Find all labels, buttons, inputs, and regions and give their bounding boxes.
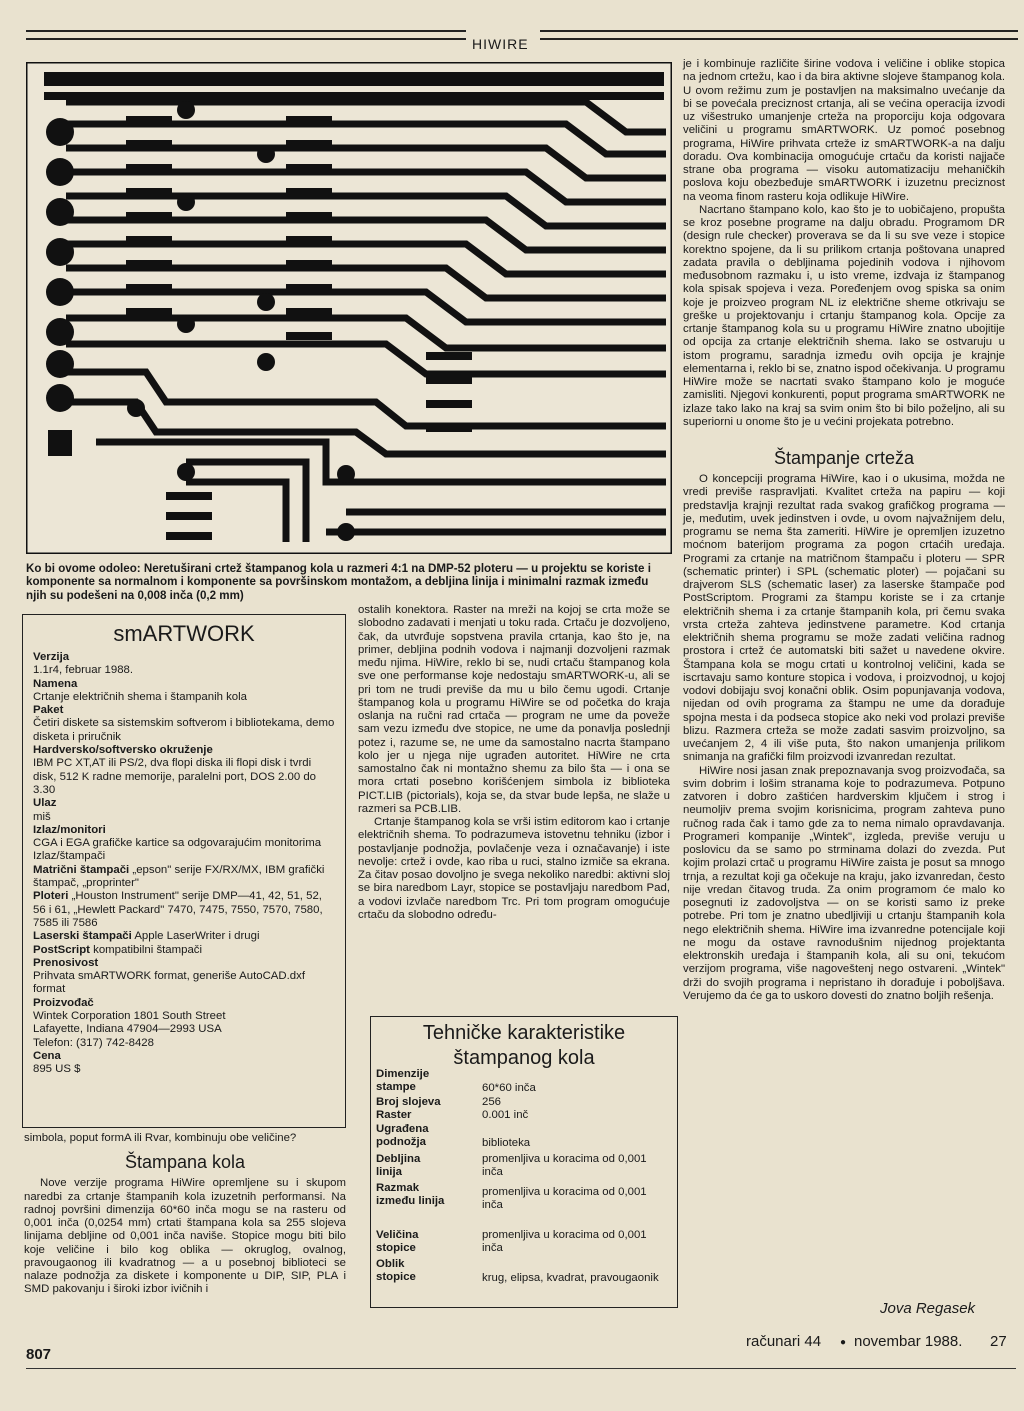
pcb-artwork-image [26,62,672,554]
author-signature: Jova Regasek [880,1300,976,1317]
info-label: PostScript [33,943,90,956]
paragraph: HiWire nosi jasan znak prepoznavanja svog proizvođača, sa svim dobrim i lošim stranama koje to podrazumeva. Potpuno zatvoren i dobro zaštićen hardverskim ključem i strog i neumoljiv prema svojim korisnicima, program zahteva puno ručnog rada čak i tamo gde za to nema nimalo opravdavanja. Programeri kompanije „Wintek", izgleda, previše veruju u poslovicu da se samo po strminama dolazi do zvezda. Put kojim prolazi crtač u programu HiWire zaista je posut sa mnogo trnja, a rezultat koji ga očekuje na kraju, jako izvanredan, često nije vredan čitavog truda. Za onim programom će malo ko posegnuti iz zadovoljstva — on se koristi samo iz preke potrebe. Pri tom je znatno ubedljiviji u crtanju štampanih kola nego električnih shema. HiWire ima izvanredne potencijale koji ne mogu da ostave ravnodušnim nijednog projektanta elektronskih uređaja i štampanih kola, ali su oni, tekućom verzijom programa, više nagoveštenj nego ostvareni. „Wintek" drži do svojih programa i nepristano ih dorađuje i poboljšava. Verujemo da će ga to uskoro dovesti do znatno boljih rešenja. [683,764,1005,1002]
info-label: Hardversko/softversko okruženje [33,744,213,757]
footer-rule [26,1368,1016,1369]
spec-value: promenljiva u koracima od 0,001 inča [482,1229,647,1255]
info-label: Verzija [33,651,70,663]
info-value: Prihvata smARTWORK format, generiše AutoCAD.dxf format [33,970,305,996]
info-row [33,651,337,678]
column-1-tail [24,1132,346,1297]
info-value: Wintek Corporation 1801 South Street Lafayette, Indiana 47904—2993 USA Telefon: (317) 742-8428 [33,1010,226,1049]
info-label: Matrični štampači [33,863,130,876]
info-label: Izlaz/monitori [33,823,106,836]
product-info-box [22,614,346,1128]
info-row [33,930,337,943]
info-row [33,957,337,997]
section-title: HIWIRE [472,36,529,52]
info-row [33,678,337,705]
info-row [33,704,337,744]
spec-label: Ugrađena podnožja [376,1123,429,1149]
info-row [33,797,337,824]
spec-label: Raster [376,1109,412,1121]
info-label: Ploteri [33,890,69,903]
column-3 [683,58,1005,1003]
spec-label: Broj slojeva [376,1096,441,1108]
spec-label: Dimenzije stampe [376,1068,430,1094]
spec-value: promenljiva u koracima od 0,001 inča [482,1186,647,1212]
spec-value: 60*60 inča [482,1082,536,1094]
info-value: IBM PC XT,AT ili PS/2, dva flopi diska ili flopi disk i tvrdi disk, 512 K radne memorije, paralelni port, DOS 2.00 do 3.30 [33,757,317,796]
product-info-title: smARTWORK [113,621,255,646]
info-value: Crtanje električnih shema i štampanih kola [33,690,247,703]
paragraph: Crtanje štampanog kola se vrši istim editorom kao i crtanje električnih shema. To podrazumeva istovetnu tehniku (izbor i postavljanje podnožja, povlačenje veza i označavanje) i iste nevolje: crtež i ovde, kao riba u ruci, stalno izmiče sa ekrana. Za čitav posao dovoljno je svega nekoliko naredbi: aktivni sloj se bira naredbom Layr, stopice se postavljaju naredbom Pad, a vodovi izvlače naredbom Trc. Pri tom program omogućuje crtaču da slobodno određu- [358,816,670,921]
paragraph: je i kombinuje različite širine vodova i veličine i oblike stopica na jednom crtežu, kao i da bira aktivne slojeve štampanog kola. U ovom režimu zum je postavljen na maksimalno uvećanje da bi se povećala preciznost crtanja, ali se većina operacija izvodi uz višestruko umanjenje crteža na proporciju koja odgovara veličini u programu smARTWORK. Uz pomoć posebnog programa, HiWire prihvata crteže iz smARTWORK-a na dalju doradu. Ova kombinacija omogućuje crtaču da koristi najjače strane oba programa — visoku automatizaciju mehaničkih poslova koju obezbeđuje smARTWORK i izuzetnu preciznost na veoma finom rasteru koja odlikuje HiWire. [683,58,1005,203]
info-label: Prenosivost [33,956,99,969]
spec-value: 256 [482,1096,502,1108]
section-heading: Štampanje crteža [773,448,915,468]
paragraph: ostalih konektora. Raster na mreži na kojoj se crta može se slobodno zadavati i menjati u toku rada. Crtaču je dozvoljeno, čak, da utvrđuje sopstvena pravila crtanja, kao što je, na primer, debljina podnih vodova i najmanji dozvoljeni razmak među njima. HiWire, reklo bi se, nudi crtaču štampanog kola sve one performanse koje nedostaju smARTWORK-u, ali se pri tom ne trudi previše da mu u bilo čemu ugodi. Crtanje štampanog kola u programu HiWire se od početka do kraja oslanja na ručni rad crtača — program ne ume da poveže sam vezu između dve stopice, ne ume da ponavlja poslednji potez i, razume se, ne ume da samostalno nacrta štampano kolo jer u njega nije ugrađen autoritet. HiWire ne crta samostalno čak ni montažno shemu za bilo šta — i ona se mora crtati posebno korišćenjem simbola iz biblioteka PICT.LIB (pictorials), koja se, da stvar bude lepša, ne slaže u razmeri sa PCB.LIB. [358,604,670,815]
info-value: miš [33,810,51,823]
info-label: Proizvođač [33,996,94,1009]
info-row [33,824,337,864]
spec-value: biblioteka [482,1137,531,1149]
info-row [33,1050,337,1077]
bullet-separator: ● [840,1337,847,1348]
info-label: Namena [33,677,78,690]
info-row [33,997,233,1050]
spec-value: 0.001 inč [482,1109,529,1121]
info-label: Cena [33,1049,61,1062]
magazine-name: računari 44 [746,1333,822,1350]
info-value: „epson" serije FX/RX/MX, IBM grafički štampač, „proprinter" [33,863,325,890]
header-rule-left [26,30,466,40]
paragraph: Nove verzije programa HiWire opremljene su i skupom naredbi za crtanje štampanih kola izuzetnih performansi. Na radnoj površini dimenzija 60*60 inča mogu se na rasteru od 0,001 inča (0,0254 mm) crtati štampana kola sa 255 slojeva linijama debljine od 0,001 inča naviše. Stopice mogu biti bilo koje veličine i bilo kog oblika — okruglog, ovalnog, pravougaonog ili kvadratnog — a u posebnoj biblioteci se nalaze podnožja za diskete i komponente u DIP, SIP, PLA i SMD pakovanju i široki izbor ivičnih i [24,1177,346,1296]
issue-date: novembar 1988. [854,1333,963,1350]
info-value: Četiri diskete sa sistemskim softverom i bibliotekama, demo disketa i priručnik [33,717,335,743]
info-value: kompatibilni štampači [93,943,203,956]
paragraph: Nacrtano štampano kolo, kao što je to uobičajeno, propušta se kroz posebne programe na dalju obradu. Programom DR (design rule checker) proverava se da li su sve veze i stopice korektno spojene, da li su prilikom crtanja poštovana unapred zadata pravila o debljinama pojedinih vodova i njihovom međusobnom razmaku i, u isto vreme, izdvaja iz štampanog kola spisak spojeva i veza. Poređenjem ovog spiska sa onim koje je proizveo program NL iz električne sheme otkrivaju se greške u projektovanju i crtanju štampanog kola. Opcije za crtanje štampanog kola su u programu HiWire znatno ubojitije od opcija za crtanje električnih shema. Iako se ostvaruju u istom programu, saradnja između ovih opcija je krajnje elementarna i, reklo bi se, znatno ispod očekivanja. U programu HiWire može se nacrtati svako štampano kolo je moguće zamisliti. Njegovi konkurenti, poput programa smARTWORK ne izlaze tako lako na kraj sa svim onim što bi bilo poželjno, ali su superiorni u onome što je u većini projekata potrebno. [683,203,1005,428]
info-value: 1.1r4, februar 1988. [33,664,134,677]
info-value: CGA i EGA grafičke kartice sa odgovarajućim monitorima Izlaz/štampači [33,837,322,863]
header-rule-right [540,30,1018,40]
info-row [33,744,337,797]
spec-label: Razmak između linija [376,1182,445,1208]
info-row [33,890,337,930]
info-label: Ulaz [33,797,57,810]
info-value: „Houston Instrument" serije DMP—41, 42, 51, 52, 56 i 61, „Hewlett Packard" 7470, 7475, 7550, 7570, 7580, 7585 ili 7586 [33,890,323,929]
section-heading: Štampana kola [124,1152,246,1173]
info-label: Paket [33,704,64,717]
info-row [33,864,337,891]
page-number-right: 27 [990,1333,1007,1350]
spec-label: Debljina linija [376,1153,421,1179]
column-2 [358,604,670,922]
info-row [33,944,337,957]
specs-title: Tehničke karakteristike štampanog kola [422,1022,626,1069]
info-label: Laserski štampači [33,930,132,943]
info-value: 895 US $ [33,1063,81,1076]
paragraph: simbola, poput formA ili Rvar, kombinuju obe veličine? [24,1132,297,1144]
spec-label: Veličina stopice [376,1229,419,1255]
info-value: Apple LaserWriter i drugi [134,930,260,943]
spec-label: Oblik stopice [376,1258,416,1284]
page-number-left: 807 [26,1346,52,1363]
paragraph: O koncepciji programa HiWire, kao i o ukusima, možda ne vredi previše raspravljati. Kvalitet crteža na papiru — koji predstavlja krajnji rezultat rada svakog grafičkog programa — je, međutim, uvek jedinstven i ovde, u ovom najvažnijem delu, programu se nema šta zameriti. HiWire je opremljen izuzetno moćnom baterijom programa za pogon crtaćih uređaja. Programi za crtanje na matričnom štampaču i ploteru — SPR (schematic printer) i SPL (schematic ploter) — pojačani su drajverom SLS (schematic laser) za laserske štampače pod PostScriptom. Programi za štampu koriste se i za crtanje električnih shema i za crtanje štampanih kola, pri čemu svaka vrsta crteža zahteva jedinstvene parametre. Kod crtanja električnih shema programu se može zadati veličina radnog prostora i crtež će automatski biti sažet u navedene okvire. Štampana kola se mogu crtati u kontrolnoj veličini, kada se iscrtavaju samo konture stopica i vodova, i proizvodnoj, u kojoj vodovi dobijaju svoj konačni oblik. Osim popunjavanja vodova, nijedan od ovih programa za štampu ne ume da dorađuje spojna mesta i da podseca stopice ako neki vod prolazi previše blizu. Razmera crteža se može zadati sasvim proizvoljno, sa uvećanjem 2, 4 ili više puta, što nakon umanjenja prilikom snimanja na grafički film proizvodi izvanredan rezultat. [683,473,1005,764]
spec-value: krug, elipsa, kvadrat, pravougaonik [482,1272,659,1284]
spec-value: promenljiva u koracima od 0,001 inča [482,1153,647,1179]
product-info-list [23,647,345,1077]
figure-caption: Ko bi ovome odoleo: Neretuširani crtež štampanog kola u razmeri 4:1 na DMP-52 ploteru — u projektu se koriste i komponente sa normalnom i komponente sa površinskom montažom, a debljina linija i minimalni razmak između njih su podešeni na 0,008 inča (0,2 mm) [26,562,651,602]
